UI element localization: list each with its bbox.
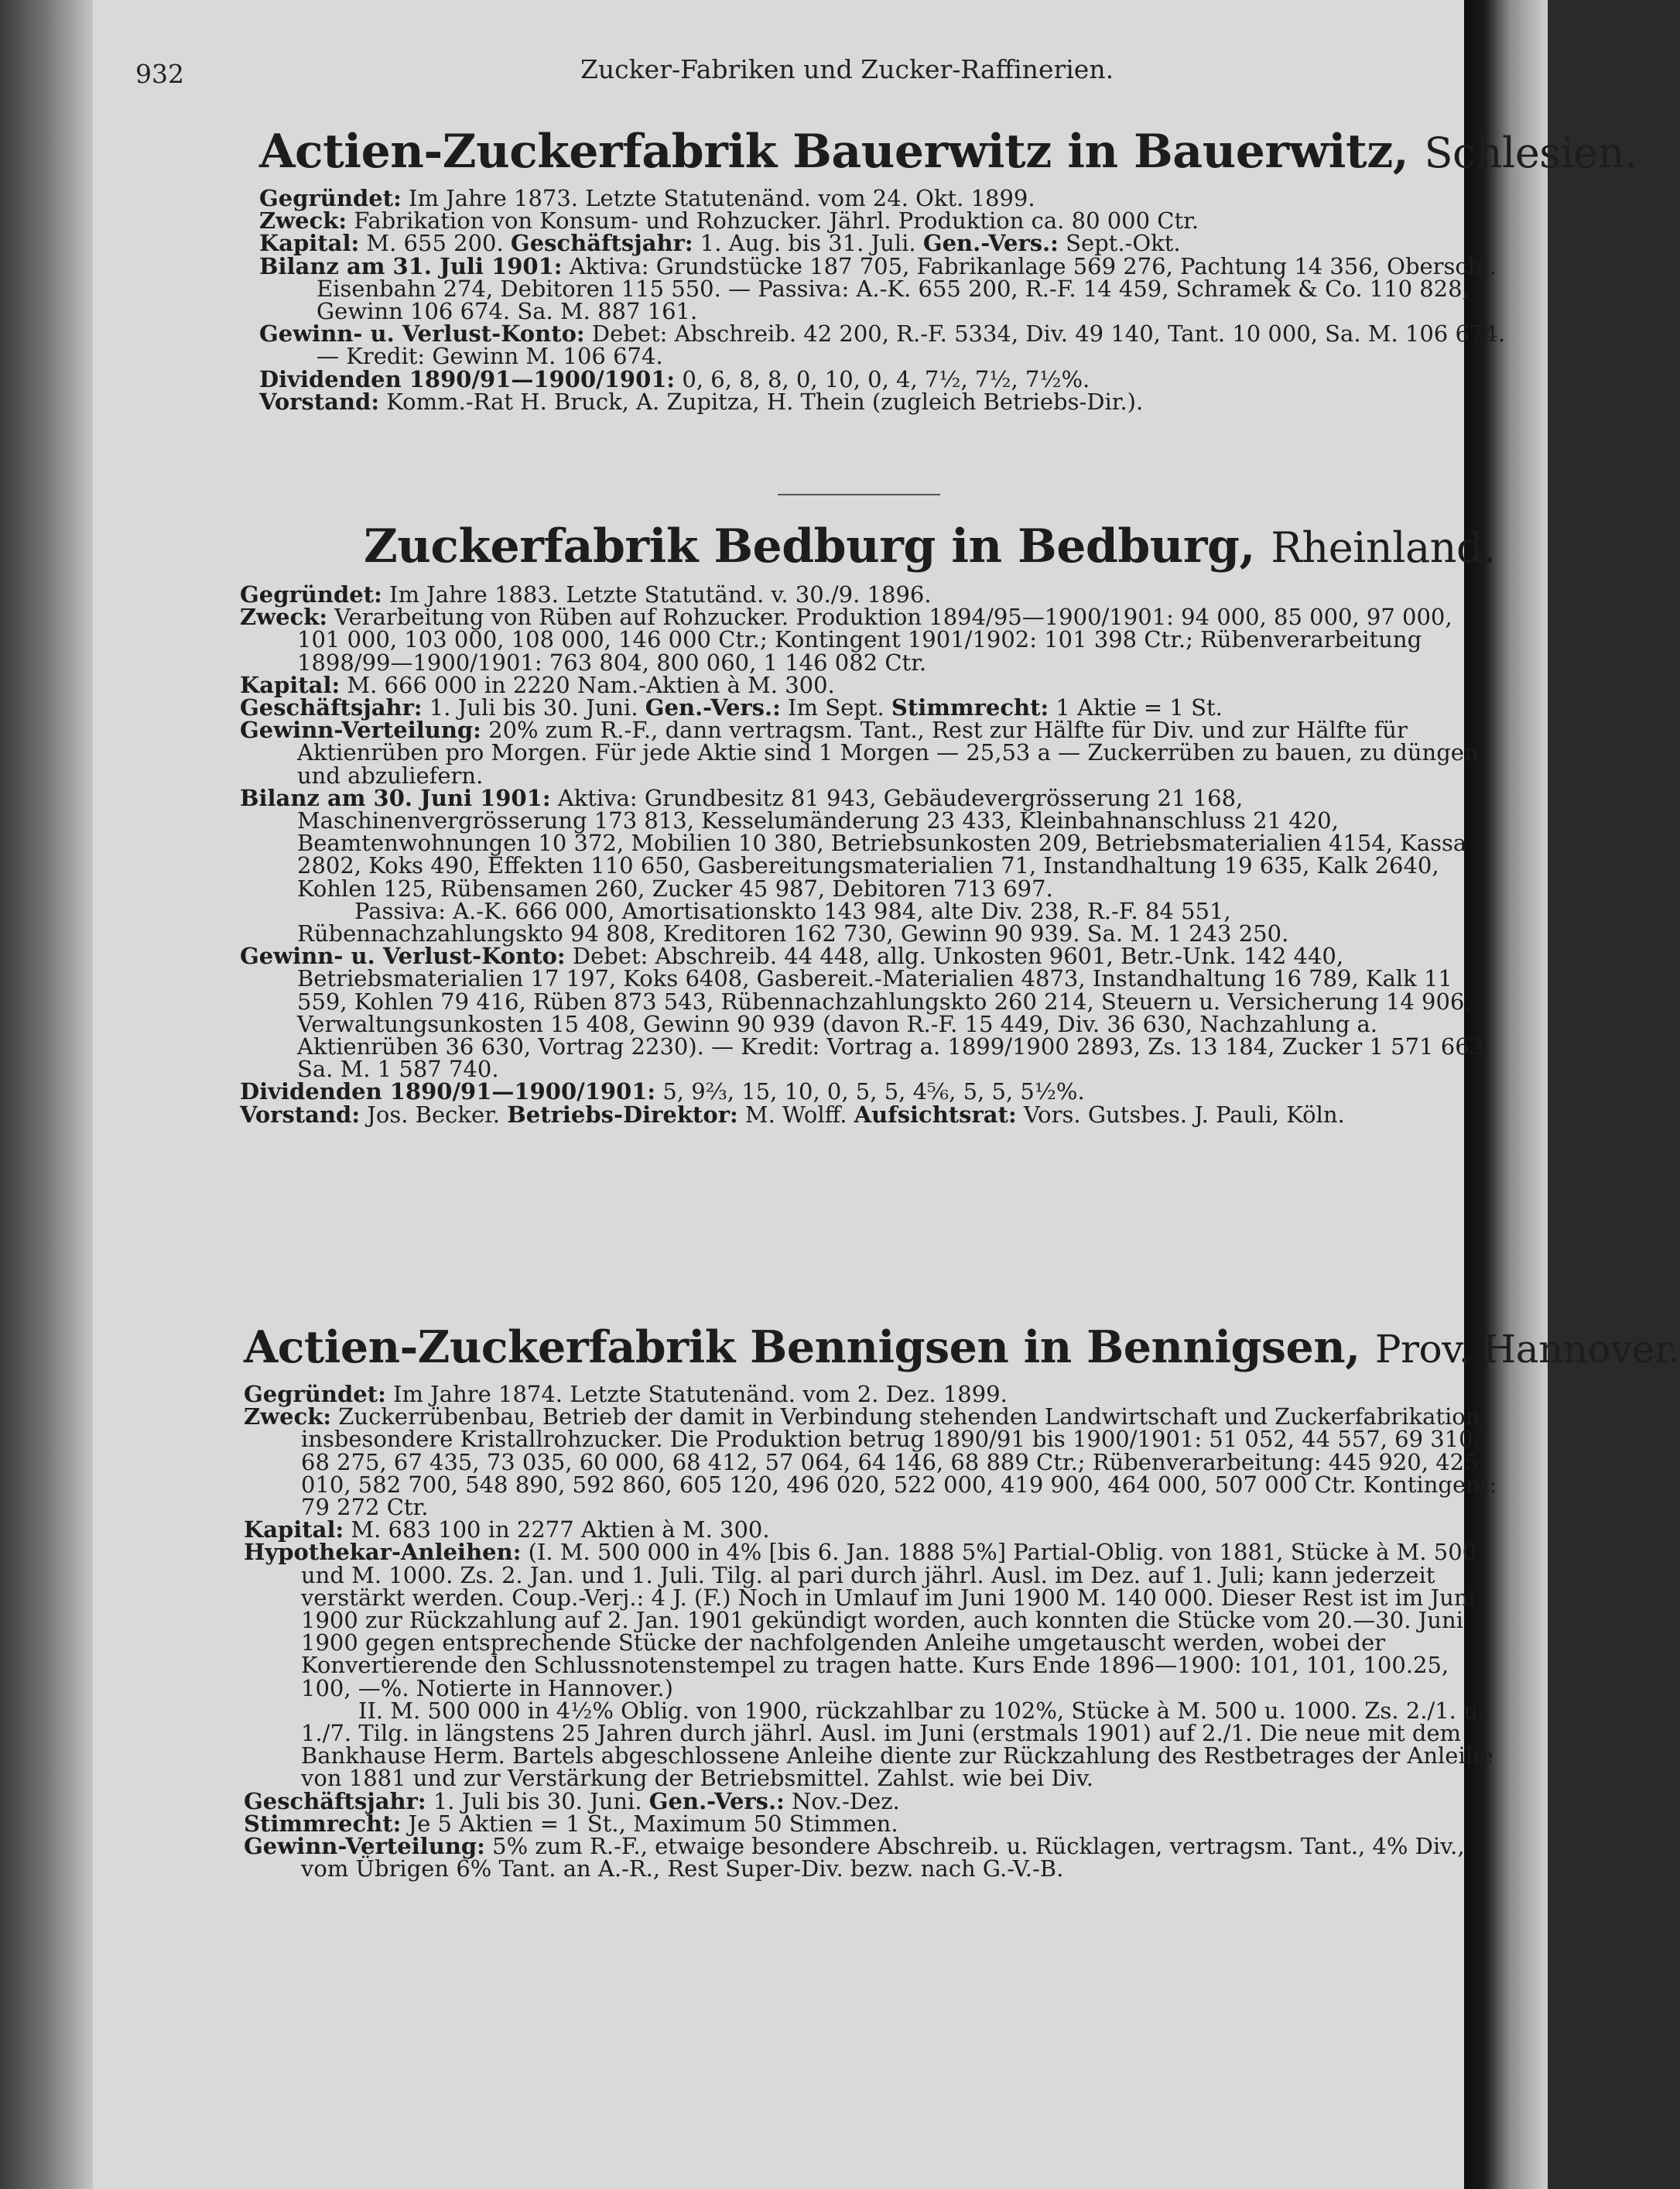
field-label: Vorstand: bbox=[240, 1101, 361, 1128]
field-geschaeftsjahr bbox=[240, 694, 1501, 721]
field-label: Vorstand: bbox=[259, 388, 380, 415]
field-text: Sept.-Okt. bbox=[1066, 230, 1181, 257]
field-text: 0, 6, 8, 8, 0, 10, 0, 4, 7½, 7½, 7½%. bbox=[682, 365, 1090, 392]
field-gegruendet bbox=[259, 187, 1521, 210]
company-name: Actien-Zuckerfabrik Bennigsen in Bennigsen, bbox=[244, 1321, 1360, 1373]
field-text: Aktiva: Grundstücke 187 705, Fabrikanlage 569 276, Pachtung 14 356, Oberschl. Eisenbahn 274, Debitoren 115 550. — Passiva: A.-K. 655 200, R.-F. 14 459, Schramek & Co. 110 828, Gewinn 106 674. Sa. M. 887 161. bbox=[316, 252, 1497, 325]
field-text: Im Jahre 1873. Letzte Statutenänd. vom 24. Okt. 1899. bbox=[409, 185, 1035, 211]
company-location: Rheinland. bbox=[1271, 523, 1496, 572]
field-label: Gen.-Vers.: bbox=[922, 230, 1059, 257]
entry-title bbox=[240, 519, 1501, 576]
field-label: Gegründet: bbox=[240, 581, 382, 608]
entry-bauerwitz bbox=[259, 124, 1637, 415]
field-label: Geschäftsjahr: bbox=[244, 1787, 426, 1814]
field-label: Geschäftsjahr: bbox=[510, 230, 693, 257]
field-label: Hypothekar-Anleihen: bbox=[244, 1539, 522, 1566]
field-label: Dividenden 1890/91—1900/1901: bbox=[240, 1078, 656, 1105]
field-label: Bilanz am 31. Juli 1901: bbox=[259, 252, 563, 279]
page-number: 932 bbox=[135, 59, 184, 89]
field-zweck bbox=[240, 606, 1501, 674]
field-gewinn-verteilung bbox=[240, 719, 1501, 787]
field-anleihe-ii bbox=[244, 1697, 1505, 1792]
field-text: M. 655 200. bbox=[366, 230, 504, 257]
field-hypothekar-anleihen bbox=[244, 1541, 1505, 1699]
field-label: Betriebs-Direktor: bbox=[507, 1101, 738, 1128]
company-location: Schlesien. bbox=[1424, 128, 1637, 177]
field-text: Nov.-Dez. bbox=[792, 1787, 900, 1814]
field-text: 20% zum R.-F., dann vertragsm. Tant., Rest zur Hälfte für Div. und zur Hälfte für Aktienrüben pro Morgen. Für jede Aktie sind 1 Morgen — 25,53 a — Zuckerrüben zu bauen, zu düngen und abzuliefern. bbox=[297, 717, 1479, 789]
separator-rule bbox=[778, 494, 940, 495]
field-gewinn-verlust bbox=[240, 945, 1501, 1081]
running-head bbox=[135, 54, 1466, 93]
field-label: Zweck: bbox=[259, 207, 347, 235]
field-label: Gegründet: bbox=[259, 185, 402, 211]
field-label: Zweck: bbox=[244, 1403, 332, 1430]
field-text: (I. M. 500 000 in 4% [bis 6. Jan. 1888 5%] Partial-Oblig. von 1881, Stücke à M. 500 und M. 1000. Zs. 2. Jan. und 1. Juli. Tilg. al pari durch jährl. Ausl. im Dez. auf 1. Juli; kann jederzeit verstärkt werden. Coup.-Verj.: 4 J. (F.) Noch in Umlauf im Juni 1900 M. 140 000. Dieser Rest ist im Juni 1900 zur Rückzahlung auf 2. Jan. 1901 gekündigt worden, auch konnten die Stücke vom 20.—30. Juni 1900 gegen entsprechende Stücke der nachfolgenden Anleihe umgetauscht werden, wobei der Konvertierende den Schlussnotenstempel zu tragen hatte. Kurs Ende 1896—1900: 101, 101, 100.25, 100, —%. Notierte in Hannover.) bbox=[301, 1539, 1477, 1701]
field-kapital bbox=[259, 232, 1521, 255]
entry-fields bbox=[244, 1383, 1505, 1880]
field-text: Im Jahre 1874. Letzte Statutenänd. vom 2. Dez. 1899. bbox=[393, 1381, 1008, 1407]
field-text: II. M. 500 000 in 4½% Oblig. von 1900, rückzahlbar zu 102%, Stücke à M. 500 u. 1000. Zs. 2./1. u. 1./7. Tilg. in längstens 25 Jahren durch jährl. Ausl. im Juni (erstmals 1901) auf 2./1. Die neue mit dem Bankhause Herm. Bartels abgeschlossene Anleihe diente zur Rückzahlung des Restbetrages der Anleihe von 1881 und zur Verstärkung der Betriebsmittel. Zahlst. wie bei Div. bbox=[301, 1697, 1494, 1792]
entry-fields bbox=[259, 187, 1521, 413]
field-text: Debet: Abschreib. 44 448, allg. Unkosten 9601, Betr.-Unk. 142 440, Betriebsmaterialien 17 197, Koks 6408, Gasbereit.-Materialien 4873, Instandhaltung 16 789, Kalk 11 559, Kohlen 79 416, Rüben 873 543, Rübennachzahlungskto 260 214, Steuern u. Versicherung 14 906, Verwaltungsunkosten 15 408, Gewinn 90 939 (davon R.-F. 15 449, Div. 36 630, Nachzahlung a. Aktienrüben 36 630, Vortrag 2230). — Kredit: Vortrag a. 1899/1900 2893, Zs. 13 184, Zucker 1 571 663. Sa. M. 1 587 740. bbox=[297, 943, 1491, 1083]
field-label: Gewinn-Verteilung: bbox=[240, 717, 481, 744]
field-text: M. Wolff. bbox=[744, 1101, 847, 1128]
entry-title bbox=[244, 1320, 1680, 1377]
field-dividenden bbox=[240, 1078, 1501, 1105]
entry-bennigsen bbox=[244, 1320, 1680, 1882]
field-stimmrecht bbox=[244, 1810, 1505, 1837]
field-label: Gegründet: bbox=[244, 1381, 386, 1407]
company-name: Zuckerfabrik Bedburg in Bedburg, bbox=[364, 519, 1255, 574]
field-text: M. 683 100 in 2277 Aktien à M. 300. bbox=[351, 1516, 770, 1543]
field-label: Gen.-Vers.: bbox=[645, 694, 781, 721]
field-bilanz bbox=[240, 784, 1501, 902]
field-kapital bbox=[240, 671, 1501, 698]
field-text: Passiva: A.-K. 666 000, Amortisationskto 143 984, alte Div. 238, R.-F. 84 551, Rübennachzahlungskto 94 808, Kreditoren 162 730, Gewinn 90 939. Sa. M. 1 243 250. bbox=[297, 897, 1289, 947]
field-text: Komm.-Rat H. Bruck, A. Zupitza, H. Thein (zugleich Betriebs-Dir.). bbox=[386, 388, 1144, 415]
field-label: Gewinn-Verteilung: bbox=[244, 1833, 485, 1860]
field-text: 5% zum R.-F., etwaige besondere Abschreib. u. Rücklagen, vertragsm. Tant., 4% Div., vom Übrigen 6% Tant. an A.-R., Rest Super-Div. bezw. nach G.-V.-B. bbox=[301, 1833, 1465, 1882]
field-text: 1 Aktie = 1 St. bbox=[1056, 694, 1223, 721]
field-label: Dividenden 1890/91—1900/1901: bbox=[259, 365, 676, 392]
field-text: Im Jahre 1883. Letzte Statutänd. v. 30./9. 1896. bbox=[389, 581, 932, 608]
field-gegruendet bbox=[240, 581, 1501, 608]
field-label: Gewinn- u. Verlust-Konto: bbox=[240, 943, 566, 970]
company-location: Prov. Hannover. bbox=[1374, 1327, 1680, 1372]
field-geschaeftsjahr bbox=[244, 1787, 1505, 1814]
field-vorstand bbox=[259, 388, 1521, 415]
book-gutter-left bbox=[0, 0, 93, 2189]
field-label: Geschäftsjahr: bbox=[240, 694, 423, 721]
field-text: Jos. Becker. bbox=[367, 1101, 501, 1128]
field-text: Zuckerrübenbau, Betrieb der damit in Verbindung stehenden Landwirtschaft und Zuckerfabrikation, insbesondere Kristallrohzucker. Die Produktion betrug 1890/91 bis 1900/1901: 51 052, 44 557, 69 310, 68 275, 67 435, 73 035, 60 000, 68 412, 57 064, 64 146, 68 889 Ctr.; Rübenverarbeitung: 445 920, 425 010, 582 700, 548 890, 592 860, 605 120, 496 020, 522 000, 419 900, 464 000, 507 000 Ctr. Kontingent: 79 272 Ctr. bbox=[301, 1403, 1497, 1521]
field-vorstand bbox=[240, 1101, 1501, 1128]
field-label: Gen.-Vers.: bbox=[648, 1787, 785, 1814]
entry-bedburg bbox=[240, 519, 1501, 1126]
field-zweck bbox=[244, 1403, 1505, 1521]
field-text: Verarbeitung von Rüben auf Rohzucker. Produktion 1894/95—1900/1901: 94 000, 85 000, 97 000, 101 000, 103 000, 108 000, 146 000 Ctr.; Kontingent 1901/1902: 101 398 Ctr.; Rübenverarbeitung 1898/99—1900/1901: 763 804, 800 060, 1 146 082 Ctr. bbox=[297, 604, 1452, 676]
field-label: Gewinn- u. Verlust-Konto: bbox=[259, 320, 585, 348]
field-label: Aufsichtsrat: bbox=[854, 1101, 1017, 1128]
field-text: Aktiva: Grundbesitz 81 943, Gebäudevergrösserung 21 168, Maschinenvergrösserung 173 813, Kesselumänderung 23 433, Kleinbahnanschluss 21 420, Beamtenwohnungen 10 372, Mobilien 10 380, Betriebsunkosten 209, Betriebsmaterialien 4154, Kassa 2802, Koks 490, Effekten 110 650, Gasbereitungsmaterialien 71, Instandhaltung 19 635, Kalk 2640, Kohlen 125, Rübensamen 260, Zucker 45 987, Debitoren 713 697. bbox=[297, 784, 1467, 902]
field-zweck bbox=[259, 207, 1521, 235]
field-text: Fabrikation von Konsum- und Rohzucker. Jährl. Produktion ca. 80 000 Ctr. bbox=[354, 207, 1199, 235]
entry-fields bbox=[240, 581, 1501, 1128]
running-title: Zucker-Fabriken und Zucker-Raffinerien. bbox=[580, 54, 1114, 84]
field-text: 1. Juli bis 30. Juni. bbox=[433, 1787, 642, 1814]
field-gegruendet bbox=[244, 1383, 1505, 1406]
field-text: Im Sept. bbox=[788, 694, 884, 721]
field-text: 1. Aug. bis 31. Juli. bbox=[700, 230, 916, 257]
company-name: Actien-Zuckerfabrik Bauerwitz in Bauerwitz, bbox=[259, 125, 1409, 179]
field-dividenden bbox=[259, 365, 1521, 392]
field-label: Kapital: bbox=[244, 1516, 344, 1543]
field-bilanz bbox=[259, 252, 1521, 325]
field-text: Je 5 Aktien = 1 St., Maximum 50 Stimmen. bbox=[408, 1810, 898, 1837]
entry-title bbox=[259, 124, 1637, 181]
field-label: Stimmrecht: bbox=[244, 1810, 402, 1837]
field-gewinn-verlust bbox=[259, 320, 1521, 370]
field-text: 5, 9⅔, 15, 10, 0, 5, 5, 4⅚, 5, 5, 5½%. bbox=[662, 1078, 1085, 1105]
field-text: 1. Juli bis 30. Juni. bbox=[429, 694, 638, 721]
field-kapital bbox=[244, 1516, 1505, 1543]
field-text: Debet: Abschreib. 42 200, R.-F. 5334, Div. 49 140, Tant. 10 000, Sa. M. 106 674. — Kredit: Gewinn M. 106 674. bbox=[316, 320, 1506, 370]
field-text: Vors. Gutsbes. J. Pauli, Köln. bbox=[1023, 1101, 1345, 1128]
field-label: Bilanz am 30. Juni 1901: bbox=[240, 784, 551, 811]
field-label: Kapital: bbox=[259, 230, 360, 257]
field-bilanz-passiva bbox=[240, 897, 1501, 947]
field-label: Zweck: bbox=[240, 604, 328, 631]
field-label: Stimmrecht: bbox=[891, 694, 1049, 721]
field-text: M. 666 000 in 2220 Nam.-Aktien à M. 300. bbox=[347, 671, 835, 698]
field-gewinn-verteilung bbox=[244, 1835, 1505, 1880]
field-label: Kapital: bbox=[240, 671, 340, 698]
